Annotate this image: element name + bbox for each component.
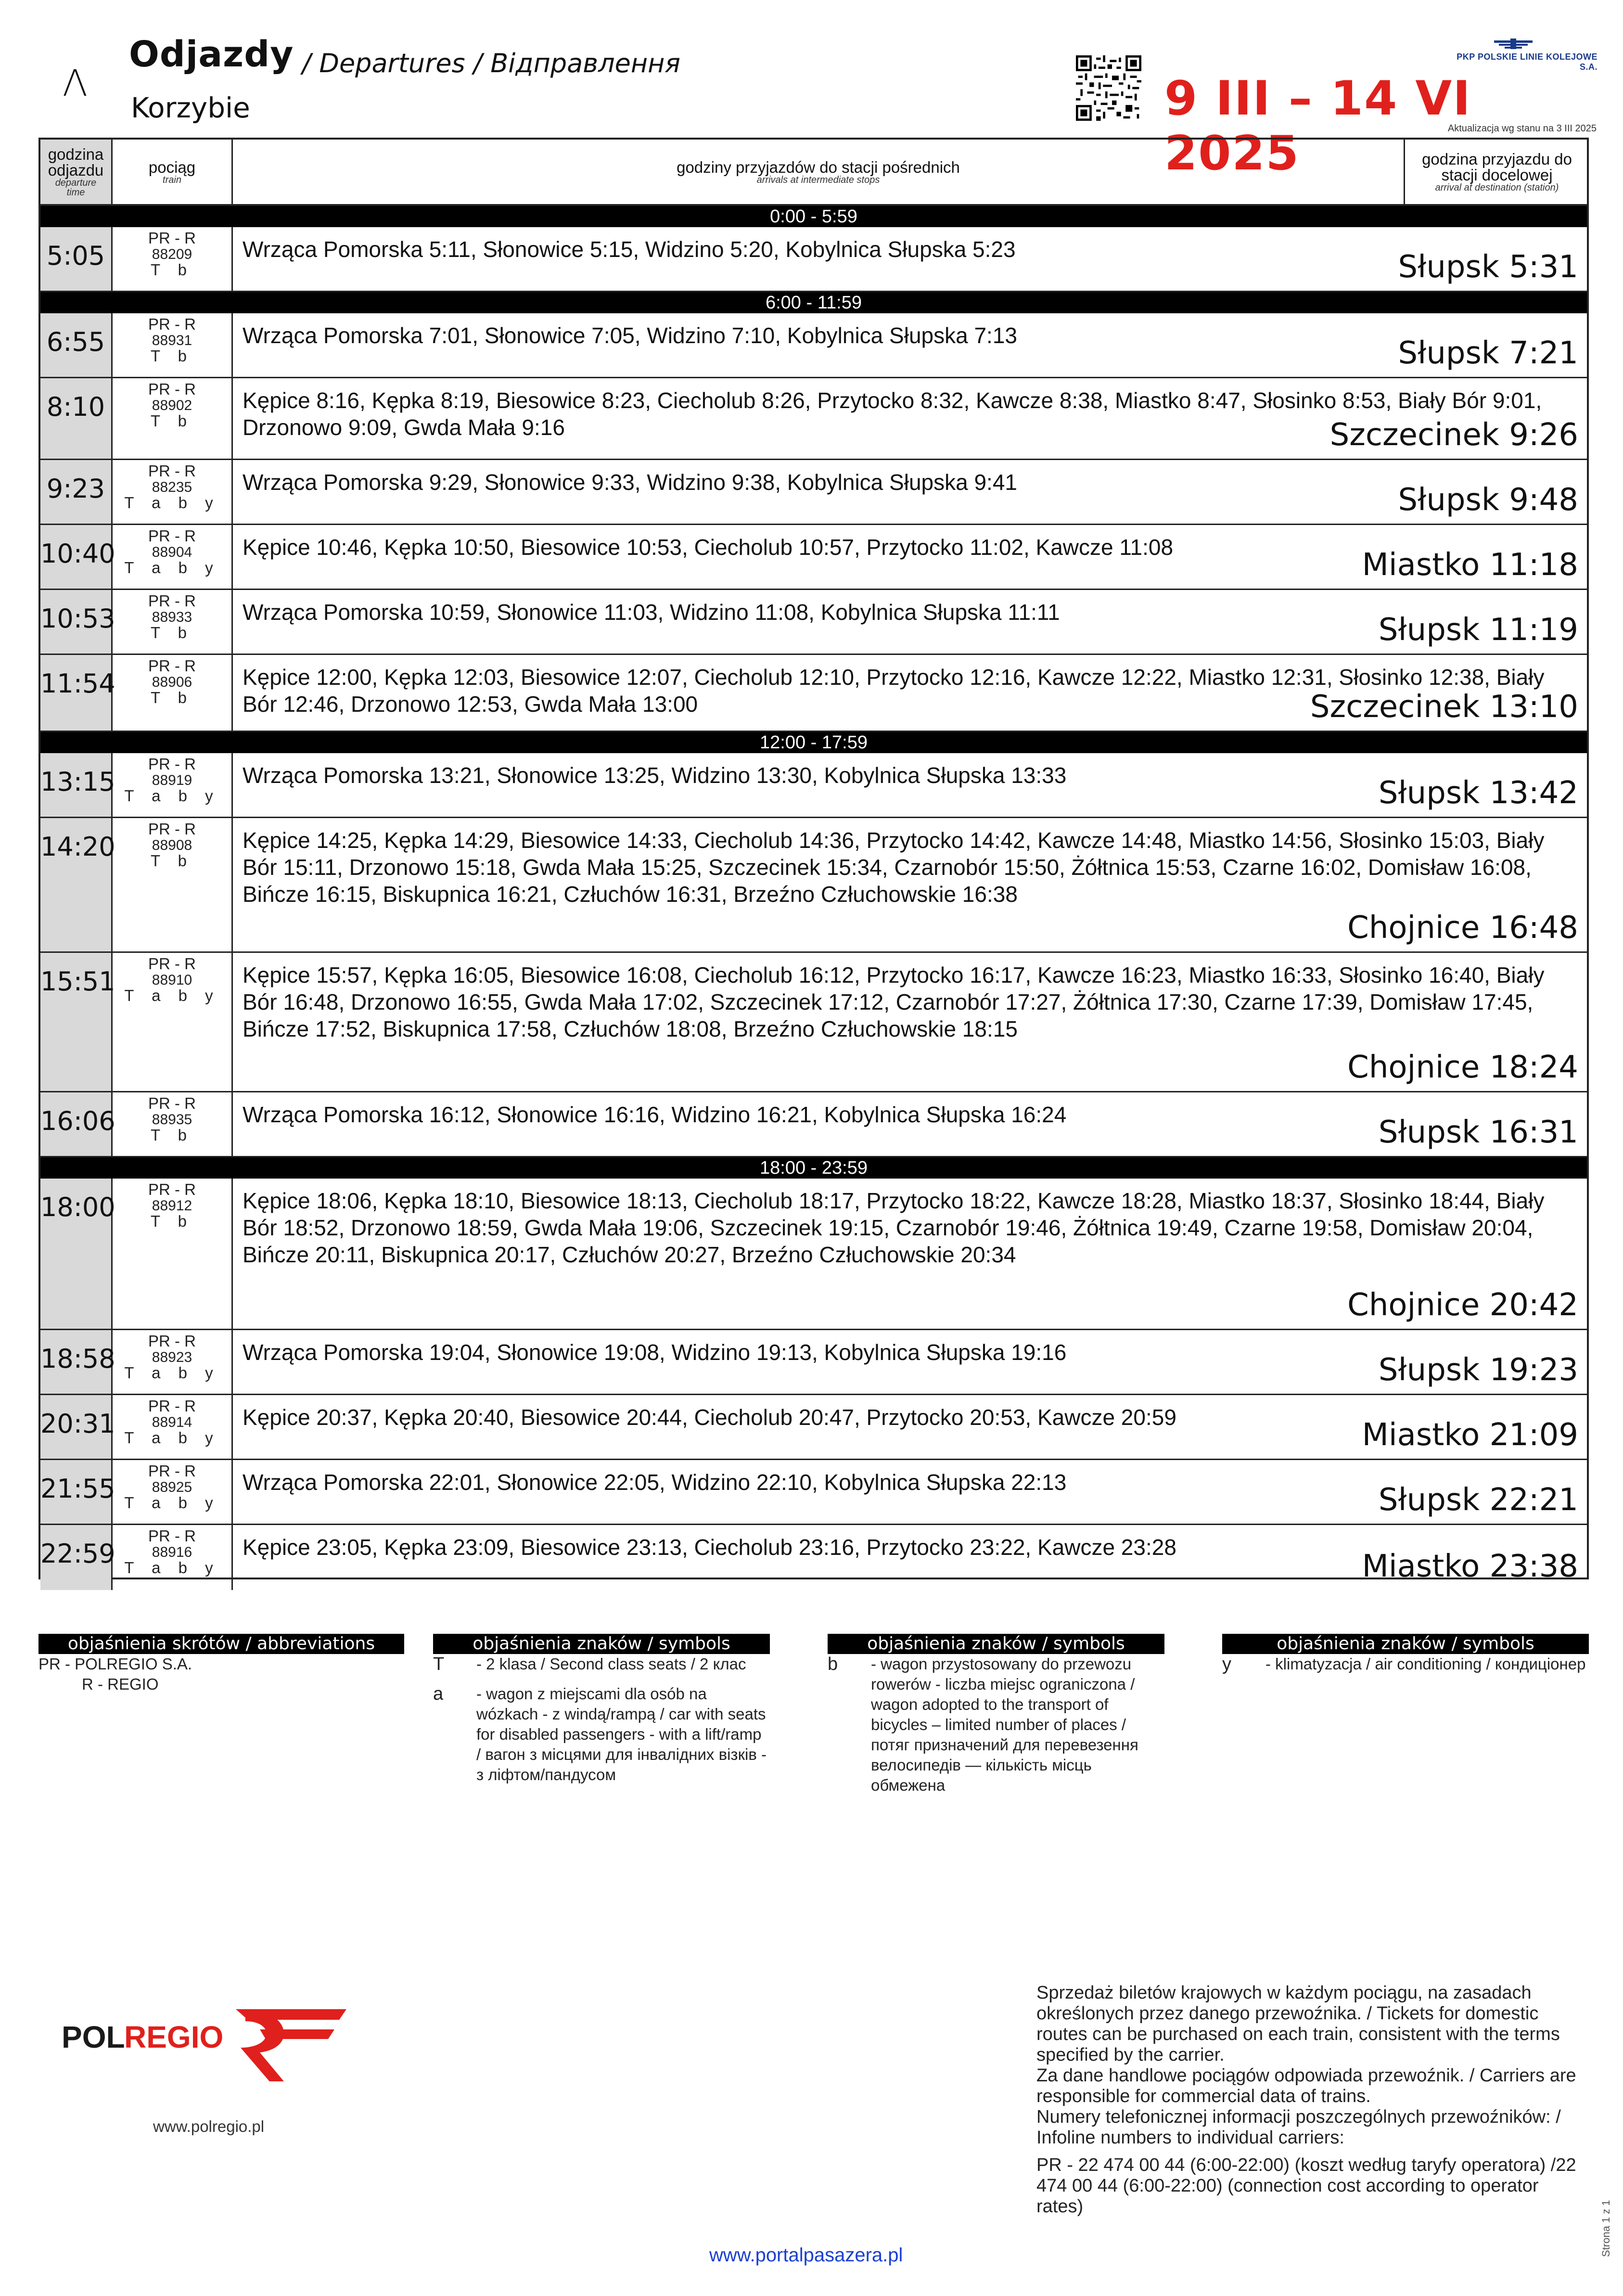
destination-arrival: Słupsk 22:21 (1378, 1482, 1578, 1518)
train-number: 88931 (152, 332, 192, 348)
polregio-link[interactable]: www.polregio.pl (153, 2117, 265, 2135)
ticket-info-2: Za dane handlowe pociągów odpowiada przewoźnik. / Carriers are responsible for commercial data of trains. (1036, 2065, 1576, 2106)
svg-text:REGIO: REGIO (124, 2020, 224, 2054)
departure-row (40, 227, 1587, 292)
qr-code-icon (1076, 55, 1141, 121)
train-info (113, 1460, 233, 1524)
train-number: 88908 (152, 837, 192, 853)
train-number: 88919 (152, 772, 192, 788)
destination-arrival: Miastko 21:09 (1362, 1417, 1578, 1453)
destination-arrival: Chojnice 18:24 (1347, 1050, 1578, 1085)
train-number: 88925 (152, 1479, 192, 1495)
destination-arrival: Słupsk 13:42 (1378, 775, 1578, 811)
intermediate-stops: Wrząca Pomorska 13:21, Słonowice 13:25, Widzino 13:30, Kobylnica Słupska 13:33 (243, 763, 1067, 788)
header-departure-time-en: departure time (55, 178, 97, 198)
timetable-body (40, 206, 1587, 1590)
departure-row (40, 818, 1587, 953)
symbol-a-desc: - wagon z miejscami dla osób na wózkach - z windą/rampą / car with seats for disabled passengers - with a lift/ramp / вагон з місцями для інвалідних візків - з ліфтом/пандусом (476, 1685, 767, 1783)
departure-row (40, 953, 1587, 1092)
train-info (113, 655, 233, 731)
validity-period: 9 III – 14 VI 2025 (1164, 71, 1471, 181)
time-band: 6:00 - 11:59 (40, 292, 1587, 313)
legend-symbols-3 (1222, 1634, 1589, 1684)
departure-time: 22:59 (40, 1525, 113, 1590)
table-header (40, 140, 1587, 206)
header-train-pl: pociąg (148, 158, 196, 176)
departure-row (40, 753, 1587, 818)
intermediate-stops: Kępice 12:00, Kępka 12:03, Biesowice 12:07, Ciecholub 12:10, Przytocko 12:16, Kawcze 12:22, Miastko 12:31, Słosinko 12:38, Biały Bór 12:46, Drzonowo 12:53, Gwda Mała 13:00 (243, 665, 1545, 717)
destination-arrival: Słupsk 7:21 (1398, 335, 1578, 371)
symbol-y-desc: - klimatyzacja / air conditioning / кондиціонер (1265, 1655, 1586, 1673)
train-operator: PR - R (148, 1094, 196, 1112)
train-number: 88923 (152, 1349, 192, 1365)
departure-time: 10:53 (40, 590, 113, 654)
train-symbols: T b (150, 624, 194, 642)
departure-time: 18:58 (40, 1330, 113, 1394)
symbol-T-desc: - 2 klasa / Second class seats / 2 клас (476, 1655, 746, 1673)
departure-time: 10:40 (40, 525, 113, 589)
departure-time: 8:10 (40, 378, 113, 459)
train-symbols: T a b y (124, 1364, 220, 1382)
svg-text:POL: POL (62, 2020, 125, 2054)
symbol-b-key: b (828, 1654, 838, 1674)
departure-time: 5:05 (40, 227, 113, 291)
train-info (113, 1525, 233, 1590)
destination-arrival: Słupsk 16:31 (1378, 1115, 1578, 1150)
legend-symbols-2-body (828, 1654, 1164, 1796)
legend-symbols-3-body (1222, 1654, 1589, 1674)
departure-row (40, 1395, 1587, 1460)
train-symbols: T b (150, 261, 194, 279)
departure-row (40, 1460, 1587, 1525)
legend-abbreviations-body (38, 1654, 404, 1694)
ticket-info-1: Sprzedaż biletów krajowych w każdym pociągu, na zasadach określonych przez danego przewoźnika. / Tickets for domestic routes can be purchased on each train, consistent with the terms specified by the carrier. (1036, 1983, 1560, 2065)
ticket-info-3: Numery telefonicznej informacji poszczególnych przewoźników: / Infoline numbers to individual carriers: (1036, 2107, 1561, 2148)
departure-row (40, 525, 1587, 590)
train-info (113, 227, 233, 291)
page-title: Odjazdy (129, 34, 294, 75)
train-info (113, 313, 233, 377)
destination-arrival: Słupsk 19:23 (1378, 1352, 1578, 1388)
train-symbols: T a b y (124, 559, 220, 577)
train-symbols: T b (150, 1212, 194, 1231)
train-operator: PR - R (148, 820, 196, 838)
departure-row (40, 313, 1587, 378)
departure-row (40, 460, 1587, 525)
train-symbols: T b (150, 852, 194, 870)
symbol-b-desc: - wagon przystosowany do przewozu rowerów - liczba miejsc ograniczona / wagon adopted to the transport of bicycles – limited number of places / потяг призначений для перевезення велосипедів — кількість місць обмежена (871, 1655, 1138, 1794)
timetable (38, 138, 1589, 1584)
train-info (113, 460, 233, 524)
header-stops-en: arrivals at intermediate stops (756, 174, 880, 185)
intermediate-stops: Kępice 18:06, Kępka 18:10, Biesowice 18:13, Ciecholub 18:17, Przytocko 18:22, Kawcze 18:28, Miastko 18:37, Słosinko 18:44, Biały Bór 18:52, Drzonowo 18:59, Gwda Mała 19:06, Szczecinek 19:15, Czarnobór 19:46, Żółtnica 19:49, Czarne 19:58, Domisław 20:04, Bińcze 20:11, Biskupnica 20:17, Człuchów 20:27, Brzeźno Człuchowskie 20:34 (243, 1188, 1545, 1267)
train-number: 88912 (152, 1197, 192, 1214)
train-operator: PR - R (148, 380, 196, 398)
polregio-logo-icon (58, 1995, 356, 2091)
intermediate-stops: Kępice 8:16, Kępka 8:19, Biesowice 8:23, Ciecholub 8:26, Przytocko 8:32, Kawcze 8:38, Miastko 8:47, Słosinko 8:53, Biały Bór 9:01, Drzonowo 9:09, Gwda Mała 9:16 (243, 388, 1542, 440)
train-info (113, 818, 233, 951)
symbol-b (828, 1654, 1164, 1796)
train-number: 88904 (152, 544, 192, 560)
intermediate-stops: Wrząca Pomorska 10:59, Słonowice 11:03, Widzino 11:08, Kobylnica Słupska 11:11 (243, 600, 1060, 625)
time-band: 18:00 - 23:59 (40, 1157, 1587, 1179)
abbr-polregio: PR - POLREGIO S.A. (38, 1655, 192, 1673)
train-operator: PR - R (148, 657, 196, 675)
legend-abbreviations-title: objaśnienia skrótów / abbreviations (38, 1634, 404, 1654)
train-info (113, 1092, 233, 1156)
intermediate-stops: Kępice 20:37, Kępka 20:40, Biesowice 20:44, Ciecholub 20:47, Przytocko 20:53, Kawcze 20:59 (243, 1405, 1176, 1430)
header-destination-pl: godzina przyjazdu do stacji docelowej (1422, 150, 1572, 184)
train-operator: PR - R (148, 1180, 196, 1198)
train-operator: PR - R (148, 755, 196, 773)
direction-arrow: Λ (63, 62, 88, 104)
train-info (113, 753, 233, 817)
station-name: Korzybie (131, 91, 250, 124)
departure-row (40, 590, 1587, 655)
symbol-y (1222, 1654, 1589, 1674)
train-info (113, 1179, 233, 1329)
train-operator: PR - R (148, 955, 196, 973)
portal-link[interactable]: www.portalpasazera.pl (709, 2245, 903, 2266)
train-symbols: T b (150, 347, 194, 365)
legend-symbols-1-body (433, 1654, 770, 1785)
intermediate-stops: Kępice 15:57, Kępka 16:05, Biesowice 16:08, Ciecholub 16:12, Przytocko 16:17, Kawcze 16:23, Miastko 16:33, Słosinko 16:40, Biały Bór 16:48, Drzonowo 16:55, Gwda Mała 17:02, Szczecinek 17:12, Czarnobór 17:27, Żółtnica 17:30, Czarne 17:39, Domisław 17:45, Bińcze 17:52, Biskupnica 17:58, Człuchów 18:08, Brzeźno Człuchowskie 18:15 (243, 962, 1545, 1041)
header-departure-time (40, 140, 113, 204)
train-info (113, 953, 233, 1091)
legend-symbols-title: objaśnienia znaków / symbols (1222, 1634, 1589, 1654)
destination-arrival: Miastko 23:38 (1362, 1549, 1578, 1584)
legend-symbols-2 (828, 1634, 1164, 1805)
update-note: Aktualizacja wg stanu na 3 III 2025 (1447, 123, 1597, 134)
header-intermediate-stops (233, 140, 1405, 204)
intermediate-stops: Wrząca Pomorska 22:01, Słonowice 22:05, Widzino 22:10, Kobylnica Słupska 22:13 (243, 1470, 1067, 1495)
train-info (113, 1330, 233, 1394)
header-destination (1405, 140, 1589, 204)
train-operator: PR - R (148, 592, 196, 610)
destination-arrival: Słupsk 9:48 (1398, 482, 1578, 518)
symbol-T-key: T (433, 1654, 445, 1674)
legend-symbols-title: objaśnienia znaków / symbols (433, 1634, 770, 1654)
intermediate-stops: Kępice 14:25, Kępka 14:29, Biesowice 14:33, Ciecholub 14:36, Przytocko 14:42, Kawcze 14:48, Miastko 14:56, Słosinko 15:03, Biały Bór 15:11, Drzonowo 15:18, Gwda Mała 15:25, Szczecinek 15:34, Czarnobór 15:50, Żółtnica 15:53, Czarne 16:02, Domisław 16:08, Bińcze 16:15, Biskupnica 16:21, Człuchów 16:31, Brzeźno Człuchowskie 16:38 (243, 828, 1545, 907)
destination-arrival: Słupsk 11:19 (1378, 612, 1578, 648)
legend-symbols-1 (433, 1634, 770, 1795)
departure-row (40, 1525, 1587, 1590)
symbol-a-key: a (433, 1684, 444, 1704)
train-operator: PR - R (148, 462, 196, 480)
train-symbols: T b (150, 412, 194, 430)
train-operator: PR - R (148, 527, 196, 545)
departure-time: 15:51 (40, 953, 113, 1091)
legend-abbreviations (38, 1634, 404, 1694)
symbol-y-key: y (1222, 1654, 1231, 1674)
departure-row (40, 378, 1587, 460)
destination-arrival: Chojnice 16:48 (1347, 910, 1578, 946)
train-symbols: T a b y (124, 1429, 220, 1447)
time-band: 12:00 - 17:59 (40, 732, 1587, 753)
train-info (113, 525, 233, 589)
train-number: 88933 (152, 609, 192, 625)
train-operator: PR - R (148, 1397, 196, 1415)
train-number: 88209 (152, 246, 192, 262)
train-operator: PR - R (148, 229, 196, 247)
train-symbols: T b (150, 689, 194, 707)
train-operator: PR - R (148, 315, 196, 333)
destination-arrival: Chojnice 20:42 (1347, 1287, 1578, 1323)
train-symbols: T a b y (124, 787, 220, 805)
train-number: 88235 (152, 479, 192, 495)
departure-time: 20:31 (40, 1395, 113, 1459)
intermediate-stops: Wrząca Pomorska 9:29, Słonowice 9:33, Widzino 9:38, Kobylnica Słupska 9:41 (243, 470, 1017, 495)
symbol-T (433, 1654, 770, 1674)
destination-arrival: Szczecinek 9:26 (1329, 417, 1578, 453)
departure-row (40, 1179, 1587, 1330)
train-info (113, 378, 233, 459)
legend-symbols-title: objaśnienia znaków / symbols (828, 1634, 1164, 1654)
intermediate-stops: Kępice 23:05, Kępka 23:09, Biesowice 23:13, Ciecholub 23:16, Przytocko 23:22, Kawcze 23:28 (243, 1535, 1176, 1560)
train-number: 88935 (152, 1111, 192, 1128)
departure-time: 14:20 (40, 818, 113, 951)
intermediate-stops: Wrząca Pomorska 5:11, Słonowice 5:15, Widzino 5:20, Kobylnica Słupska 5:23 (243, 237, 1016, 262)
train-symbols: T a b y (124, 494, 220, 512)
departure-time: 16:06 (40, 1092, 113, 1156)
header-train (113, 140, 233, 204)
symbol-a (433, 1684, 770, 1785)
departure-time: 13:15 (40, 753, 113, 817)
header-departure-time-pl: godzina odjazdu (48, 145, 104, 179)
intermediate-stops: Wrząca Pomorska 7:01, Słonowice 7:05, Widzino 7:10, Kobylnica Słupska 7:13 (243, 323, 1017, 348)
train-number: 88902 (152, 397, 192, 413)
train-operator: PR - R (148, 1527, 196, 1545)
ticket-info (1036, 1983, 1580, 2217)
intermediate-stops: Kępice 10:46, Kępka 10:50, Biesowice 10:53, Ciecholub 10:57, Przytocko 11:02, Kawcze 11:08 (243, 535, 1174, 560)
intermediate-stops: Wrząca Pomorska 19:04, Słonowice 19:08, Widzino 19:13, Kobylnica Słupska 19:16 (243, 1340, 1067, 1365)
destination-arrival: Słupsk 5:31 (1398, 249, 1578, 285)
departure-time: 18:00 (40, 1179, 113, 1329)
departure-row (40, 1092, 1587, 1157)
page-number: Strona 1 z 1 (1600, 2200, 1612, 2257)
train-operator: PR - R (148, 1462, 196, 1480)
train-symbols: T a b y (124, 1559, 220, 1577)
page-subtitle: / Departures / Відправлення (302, 48, 680, 78)
departure-time: 11:54 (40, 655, 113, 731)
destination-arrival: Miastko 11:18 (1362, 547, 1578, 583)
train-number: 88914 (152, 1414, 192, 1430)
train-symbols: T a b y (124, 987, 220, 1005)
train-info (113, 1395, 233, 1459)
header-destination-en: arrival at destination (station) (1435, 182, 1559, 193)
abbr-regio: R - REGIO (82, 1675, 159, 1693)
departure-row (40, 1330, 1587, 1395)
destination-arrival: Szczecinek 13:10 (1310, 689, 1578, 725)
train-number: 88906 (152, 674, 192, 690)
departure-time: 9:23 (40, 460, 113, 524)
header-train-en: train (163, 174, 181, 185)
carrier-name: PKP POLSKIE LINIE KOLEJOWE S.A. (1457, 52, 1597, 72)
train-info (113, 590, 233, 654)
train-number: 88916 (152, 1544, 192, 1560)
intermediate-stops: Wrząca Pomorska 16:12, Słonowice 16:16, Widzino 16:21, Kobylnica Słupska 16:24 (243, 1102, 1067, 1127)
train-operator: PR - R (148, 1332, 196, 1350)
train-symbols: T b (150, 1126, 194, 1144)
header-stops-pl: godziny przyjazdów do stacji pośrednich (677, 158, 960, 176)
departure-row (40, 655, 1587, 732)
departure-time: 6:55 (40, 313, 113, 377)
time-band: 0:00 - 5:59 (40, 206, 1587, 227)
departure-time: 21:55 (40, 1460, 113, 1524)
train-number: 88910 (152, 972, 192, 988)
train-symbols: T a b y (124, 1494, 220, 1512)
ticket-info-4: PR - 22 474 00 44 (6:00-22:00) (koszt według taryfy operatora) /22 474 00 44 (6:00-22:00) (connection cost according to operator rates) (1036, 2155, 1576, 2217)
